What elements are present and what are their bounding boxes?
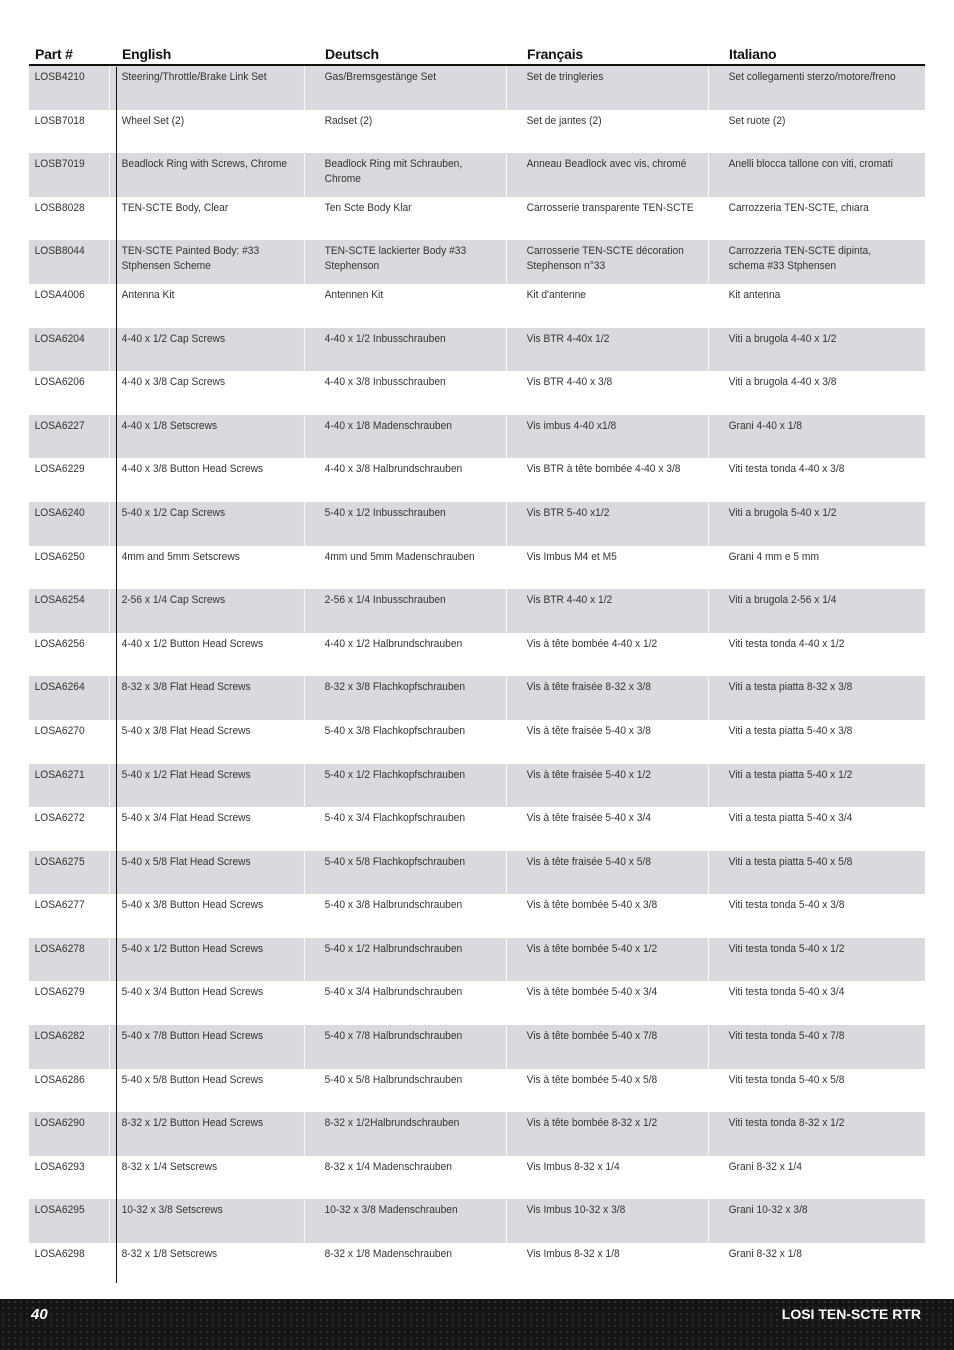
table-row (29, 807, 925, 851)
cell-english: 5-40 x 5/8 Button Head Screws (121, 1073, 264, 1086)
cell-deutsch: 8-32 x 3/8 Flachkopfschrauben (319, 676, 507, 720)
cell-italiano: Viti testa tonda 8-32 x 1/2 (728, 1117, 845, 1130)
cell-francais: Vis à tête bombée 5-40 x 3/8 (526, 899, 658, 912)
cell-deutsch: 2-56 x 1/4 Inbusschrauben (319, 589, 507, 633)
cell-english: 8-32 x 1/8 Setscrews (121, 1248, 218, 1261)
cell-english: 2-56 x 1/4 Cap Screws (116, 589, 305, 633)
cell-english: 8-32 x 1/2 Button Head Screws (116, 1112, 305, 1156)
cell-italiano: Viti a testa piatta 5-40 x 1/2 (728, 768, 853, 781)
cell-deutsch: 8-32 x 1/4 Madenschrauben (324, 1160, 452, 1173)
cell-english: 5-40 x 3/8 Flat Head Screws (121, 724, 251, 737)
cell-part-number: LOSA6264 (29, 676, 110, 720)
cell-english: 4-40 x 1/2 Button Head Screws (121, 637, 264, 650)
cell-part-number: LOSA6250 (34, 550, 85, 563)
cell-part-number: LOSA6206 (34, 376, 85, 389)
cell-francais: Kit d'antenne (526, 288, 586, 301)
cell-italiano: Grani 8-32 x 1/8 (728, 1248, 802, 1261)
cell-francais: Vis Imbus 10-32 x 3/8 (521, 1199, 709, 1243)
cell-francais: Vis BTR 5-40 x1/2 (521, 502, 709, 546)
cell-italiano: Viti a brugola 4-40 x 1/2 (728, 332, 837, 345)
header-italiano: Italiano (729, 46, 777, 62)
cell-deutsch: 5-40 x 3/8 Halbrundschrauben (324, 899, 463, 912)
cell-deutsch: 4-40 x 3/8 Inbusschrauben (324, 376, 446, 389)
header-francais: Français (527, 46, 583, 62)
cell-italiano: Viti a brugola 2-56 x 1/4 (728, 594, 837, 607)
table-row (29, 1069, 925, 1113)
cell-part-number: LOSA6275 (29, 851, 110, 895)
cell-english: 4-40 x 3/8 Cap Screws (121, 376, 226, 389)
cell-deutsch: Ten Scte Body Klar (324, 201, 412, 214)
cell-deutsch: 4-40 x 1/2 Halbrundschrauben (324, 637, 463, 650)
cell-deutsch: 10-32 x 3/8 Madenschrauben (319, 1199, 507, 1243)
table-row (29, 981, 925, 1025)
table-row (29, 502, 925, 546)
cell-italiano: Viti testa tonda 5-40 x 3/8 (728, 899, 845, 912)
cell-italiano: Grani 4-40 x 1/8 (728, 419, 802, 432)
cell-francais: Vis à tête bombée 5-40 x 3/4 (526, 986, 658, 999)
cell-english: 5-40 x 3/4 Button Head Screws (121, 986, 264, 999)
cell-english: 4mm and 5mm Setscrews (121, 550, 240, 563)
cell-english: Steering/Throttle/Brake Link Set (116, 66, 305, 110)
table-row (29, 938, 925, 982)
cell-part-number: LOSB7019 (29, 153, 110, 197)
cell-italiano: Carrozzeria TEN-SCTE dipinta, schema #33 Stphensen (728, 245, 872, 273)
cell-francais: Vis à tête fraisée 5-40 x 5/8 (521, 851, 709, 895)
column-divider (116, 67, 117, 1283)
cell-deutsch: 5-40 x 1/2 Halbrundschrauben (319, 938, 507, 982)
cell-part-number: LOSA6278 (29, 938, 110, 982)
cell-francais: Vis à tête bombée 8-32 x 1/2 (521, 1112, 709, 1156)
table-row (29, 633, 925, 677)
cell-italiano: Carrozzeria TEN-SCTE, chiara (728, 201, 869, 214)
cell-italiano: Viti a testa piatta 5-40 x 3/8 (728, 724, 853, 737)
cell-deutsch: 5-40 x 5/8 Flachkopfschrauben (319, 851, 507, 895)
cell-deutsch: 4-40 x 3/8 Halbrundschrauben (324, 463, 463, 476)
cell-francais: Vis à tête fraisée 8-32 x 3/8 (521, 676, 709, 720)
cell-italiano: Kit antenna (728, 288, 781, 301)
cell-francais: Set de jantes (2) (526, 114, 602, 127)
cell-italiano: Viti a testa piatta 5-40 x 5/8 (728, 855, 853, 868)
cell-english: 5-40 x 1/2 Cap Screws (116, 502, 305, 546)
page-number: 40 (31, 1306, 48, 1323)
table-row (29, 458, 925, 502)
table-row (29, 589, 925, 633)
cell-francais: Vis Imbus 8-32 x 1/8 (526, 1248, 620, 1261)
cell-part-number: LOSB4210 (29, 66, 110, 110)
cell-english: 5-40 x 1/2 Flat Head Screws (116, 764, 305, 808)
cell-english: 5-40 x 3/4 Flat Head Screws (121, 812, 251, 825)
table-row (29, 110, 925, 154)
cell-part-number: LOSA6282 (29, 1025, 110, 1069)
cell-italiano: Viti testa tonda 5-40 x 5/8 (728, 1073, 845, 1086)
cell-francais: Vis Imbus M4 et M5 (526, 550, 617, 563)
cell-english: 4-40 x 3/8 Button Head Screws (121, 463, 264, 476)
cell-deutsch: 4-40 x 1/2 Inbusschrauben (319, 328, 507, 372)
cell-english: 5-40 x 7/8 Button Head Screws (116, 1025, 305, 1069)
cell-part-number: LOSA6298 (34, 1248, 85, 1261)
cell-italiano: Grani 8-32 x 1/4 (728, 1160, 802, 1173)
cell-francais: Vis à tête fraisée 5-40 x 1/2 (521, 764, 709, 808)
cell-english: 10-32 x 3/8 Setscrews (116, 1199, 305, 1243)
table-row (29, 676, 925, 720)
table-body (29, 66, 925, 1287)
table-header-row (29, 42, 925, 66)
cell-part-number: LOSB8028 (34, 201, 85, 214)
cell-deutsch: 5-40 x 1/2 Flachkopfschrauben (319, 764, 507, 808)
cell-deutsch: 5-40 x 3/4 Flachkopfschrauben (324, 812, 466, 825)
cell-italiano: Viti testa tonda 5-40 x 7/8 (728, 1030, 845, 1043)
table-row (29, 1199, 925, 1243)
cell-english: Wheel Set (2) (121, 114, 185, 127)
cell-francais: Vis à tête fraisée 5-40 x 3/4 (526, 812, 651, 825)
cell-francais: Vis à tête bombée 5-40 x 1/2 (521, 938, 709, 982)
cell-deutsch: 5-40 x 3/8 Flachkopfschrauben (324, 724, 466, 737)
cell-part-number: LOSA6290 (29, 1112, 110, 1156)
cell-italiano: Viti testa tonda 5-40 x 3/4 (728, 986, 845, 999)
cell-english: Antenna Kit (121, 288, 175, 301)
cell-deutsch: Beadlock Ring mit Schrauben, Chrome (319, 153, 507, 197)
table-row (29, 546, 925, 590)
cell-part-number: LOSA6271 (29, 764, 110, 808)
table-row (29, 1112, 925, 1156)
cell-english: 8-32 x 3/8 Flat Head Screws (116, 676, 305, 720)
cell-part-number: LOSA6204 (29, 328, 110, 372)
cell-english: TEN-SCTE Painted Body: #33 Stphensen Scheme (116, 240, 305, 284)
table-row (29, 1243, 925, 1287)
cell-italiano: Viti a testa piatta 8-32 x 3/8 (728, 681, 853, 694)
cell-francais: Vis à tête bombée 5-40 x 7/8 (521, 1025, 709, 1069)
table-row (29, 894, 925, 938)
cell-part-number: LOSA6293 (34, 1160, 85, 1173)
cell-part-number: LOSA6254 (29, 589, 110, 633)
cell-part-number: LOSA6272 (34, 812, 85, 825)
table-row (29, 153, 925, 197)
cell-francais: Carrosserie transparente TEN-SCTE (526, 201, 694, 214)
header-part-number: Part # (35, 46, 73, 62)
cell-english: TEN-SCTE Body, Clear (121, 201, 229, 214)
cell-english: 5-40 x 5/8 Flat Head Screws (116, 851, 305, 895)
cell-italiano: Set collegamenti sterzo/motore/freno (728, 71, 896, 83)
cell-part-number: LOSA6295 (29, 1199, 110, 1243)
cell-italiano: Viti a testa piatta 5-40 x 3/4 (728, 812, 853, 825)
cell-francais: Vis à tête bombée 5-40 x 5/8 (526, 1073, 658, 1086)
table-row (29, 197, 925, 241)
table-row (29, 284, 925, 328)
cell-part-number: LOSA6229 (34, 463, 85, 476)
cell-deutsch: 5-40 x 1/2 Inbusschrauben (319, 502, 507, 546)
cell-italiano: Viti a brugola 4-40 x 3/8 (728, 376, 837, 389)
cell-english: 8-32 x 1/4 Setscrews (121, 1160, 218, 1173)
cell-italiano: Grani 4 mm e 5 mm (728, 550, 819, 563)
cell-deutsch: 8-32 x 1/8 Madenschrauben (324, 1248, 452, 1261)
cell-deutsch: 4-40 x 1/8 Madenschrauben (319, 415, 507, 459)
cell-italiano: Viti testa tonda 5-40 x 1/2 (728, 942, 845, 955)
table-row (29, 240, 925, 284)
header-deutsch: Deutsch (325, 46, 379, 62)
cell-deutsch: Radset (2) (324, 114, 373, 127)
cell-english: 5-40 x 3/8 Button Head Screws (121, 899, 264, 912)
cell-part-number: LOSB8044 (29, 240, 110, 284)
cell-part-number: LOSA6227 (29, 415, 110, 459)
cell-part-number: LOSA6270 (34, 724, 85, 737)
cell-deutsch: Antennen Kit (324, 288, 384, 301)
cell-english: 4-40 x 1/8 Setscrews (116, 415, 305, 459)
table-row (29, 66, 925, 110)
cell-part-number: LOSA4006 (34, 288, 85, 301)
cell-deutsch: Gas/Bremsgestänge Set (319, 66, 507, 110)
cell-italiano: Anelli blocca tallone con viti, cromati (728, 158, 893, 171)
cell-francais: Carrosserie TEN-SCTE décoration Stephenson n°33 (521, 240, 709, 284)
cell-part-number: LOSA6286 (34, 1073, 85, 1086)
table-row (29, 764, 925, 808)
table-row (29, 851, 925, 895)
cell-part-number: LOSA6277 (34, 899, 85, 912)
cell-francais: Vis Imbus 8-32 x 1/4 (526, 1160, 620, 1173)
cell-deutsch: TEN-SCTE lackierter Body #33 Stephenson (319, 240, 507, 284)
cell-francais: Set de tringleries (521, 66, 709, 110)
cell-francais: Vis BTR 4-40x 1/2 (521, 328, 709, 372)
table-row (29, 1025, 925, 1069)
header-english: English (122, 46, 172, 62)
page-footer (0, 1299, 954, 1350)
cell-francais: Vis à tête fraisée 5-40 x 3/8 (526, 724, 651, 737)
cell-deutsch: 5-40 x 3/4 Halbrundschrauben (324, 986, 463, 999)
cell-italiano: Grani 10-32 x 3/8 (728, 1204, 808, 1217)
cell-deutsch: 8-32 x 1/2Halbrundschrauben (319, 1112, 507, 1156)
cell-english: 5-40 x 1/2 Button Head Screws (116, 938, 305, 982)
cell-francais: Vis à tête bombée 4-40 x 1/2 (526, 637, 658, 650)
cell-english: 4-40 x 1/2 Cap Screws (116, 328, 305, 372)
cell-part-number: LOSB7018 (34, 114, 85, 127)
table-row (29, 720, 925, 764)
cell-english: Beadlock Ring with Screws, Chrome (116, 153, 305, 197)
cell-francais: Vis imbus 4-40 x1/8 (521, 415, 709, 459)
cell-part-number: LOSA6240 (29, 502, 110, 546)
table-row (29, 371, 925, 415)
table-row (29, 415, 925, 459)
parts-table (29, 42, 925, 1287)
cell-deutsch: 5-40 x 7/8 Halbrundschrauben (319, 1025, 507, 1069)
cell-italiano: Set ruote (2) (728, 114, 786, 127)
cell-francais: Anneau Beadlock avec vis, chromé (521, 153, 709, 197)
cell-francais: Vis BTR 4-40 x 3/8 (526, 376, 613, 389)
cell-italiano: Viti a brugola 5-40 x 1/2 (728, 506, 837, 519)
cell-francais: Vis BTR 4-40 x 1/2 (521, 589, 709, 633)
footer-title: LOSI TEN-SCTE RTR (781, 1306, 921, 1322)
cell-part-number: LOSA6279 (34, 986, 85, 999)
cell-deutsch: 4mm und 5mm Madenschrauben (324, 550, 475, 563)
cell-italiano: Viti testa tonda 4-40 x 1/2 (728, 637, 845, 650)
table-row (29, 328, 925, 372)
cell-deutsch: 5-40 x 5/8 Halbrundschrauben (324, 1073, 463, 1086)
cell-francais: Vis BTR à tête bombée 4-40 x 3/8 (526, 463, 681, 476)
cell-part-number: LOSA6256 (34, 637, 85, 650)
cell-italiano: Viti testa tonda 4-40 x 3/8 (728, 463, 845, 476)
table-row (29, 1156, 925, 1200)
